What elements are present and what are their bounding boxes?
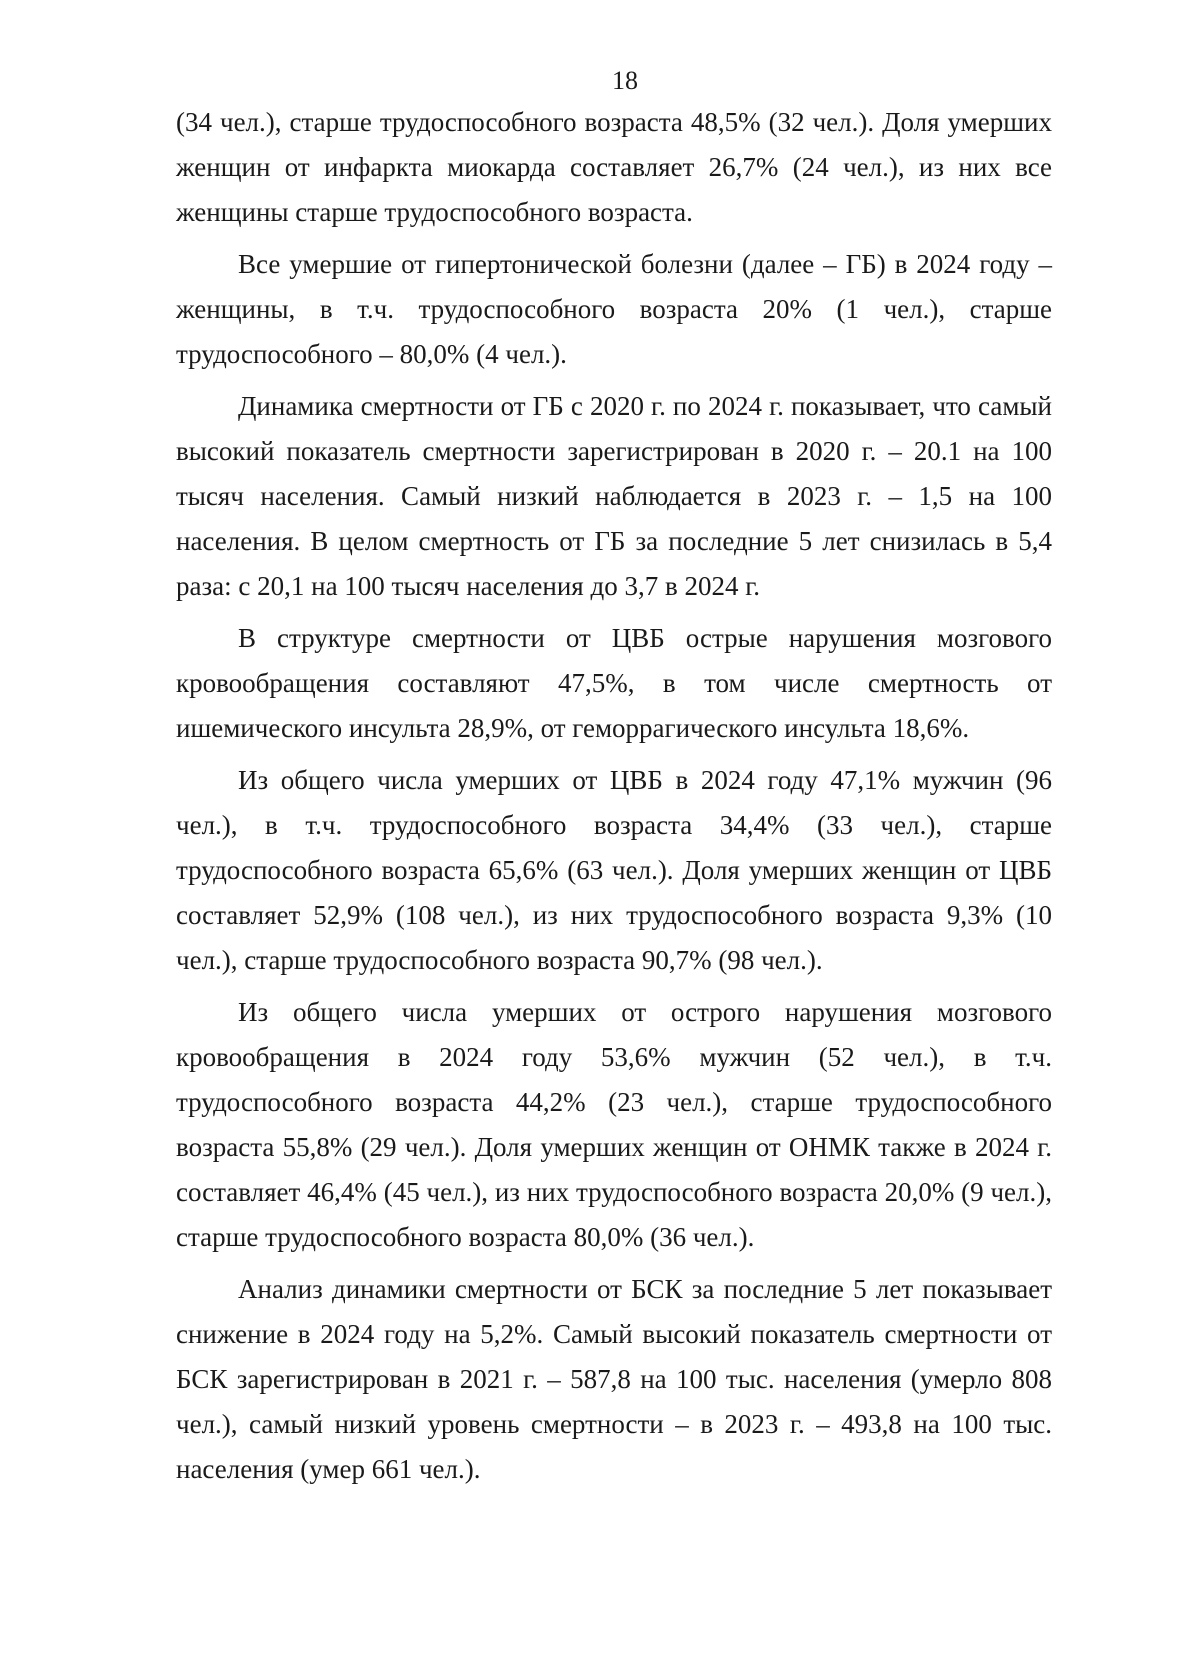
paragraph-3: Динамика смертности от ГБ с 2020 г. по 2024 г. показывает, что самый высокий показатель смертности зарегистрирован в 2020 г. – 20.1 на 100 тысяч населения. Самый низкий наблюдается в 2023 г. – 1,5 на 100 населения. В целом смертность от ГБ за последние 5 лет снизилась в 5,4 раза: с 20,1 на 100 тысяч населения до 3,7 в 2024 г. <box>176 391 1052 601</box>
page-number: 18 <box>612 66 638 95</box>
paragraph-6: Из общего числа умерших от острого нарушения мозгового кровообращения в 2024 году 53,6% мужчин (52 чел.), в т.ч. трудоспособного возраста 44,2% (23 чел.), старше трудоспособного возраста 55,8% (29 чел.). Доля умерших женщин от ОНМК также в 2024 г. составляет 46,4% (45 чел.), из них трудоспособного возраста 20,0% (9 чел.), старше трудоспособного возраста 80,0% (36 чел.). <box>176 997 1052 1252</box>
paragraph-5: Из общего числа умерших от ЦВБ в 2024 году 47,1% мужчин (96 чел.), в т.ч. трудоспособного возраста 34,4% (33 чел.), старше трудоспособного возраста 65,6% (63 чел.). Доля умерших женщин от ЦВБ составляет 52,9% (108 чел.), из них трудоспособного возраста 9,3% (10 чел.), старше трудоспособного возраста 90,7% (98 чел.). <box>176 765 1052 975</box>
paragraph-2: Все умершие от гипертонической болезни (далее – ГБ) в 2024 году – женщины, в т.ч. трудоспособного возраста 20% (1 чел.), старше трудоспособного – 80,0% (4 чел.). <box>176 249 1052 369</box>
paragraph-1: (34 чел.), старше трудоспособного возраста 48,5% (32 чел.). Доля умерших женщин от инфаркта миокарда составляет 26,7% (24 чел.), из них все женщины старше трудоспособного возраста. <box>176 107 1052 227</box>
paragraph-4: В структуре смертности от ЦВБ острые нарушения мозгового кровообращения составляют 47,5%, в том числе смертность от ишемического инсульта 28,9%, от геморрагического инсульта 18,6%. <box>176 623 1052 743</box>
paragraph-7: Анализ динамики смертности от БСК за последние 5 лет показывает снижение в 2024 году на 5,2%. Самый высокий показатель смертности от БСК зарегистрирован в 2021 г. – 587,8 на 100 тыс. населения (умерло 808 чел.), самый низкий уровень смертности – в 2023 г. – 493,8 на 100 тыс. населения (умер 661 чел.). <box>176 1274 1052 1484</box>
document-body <box>176 100 1052 1499</box>
